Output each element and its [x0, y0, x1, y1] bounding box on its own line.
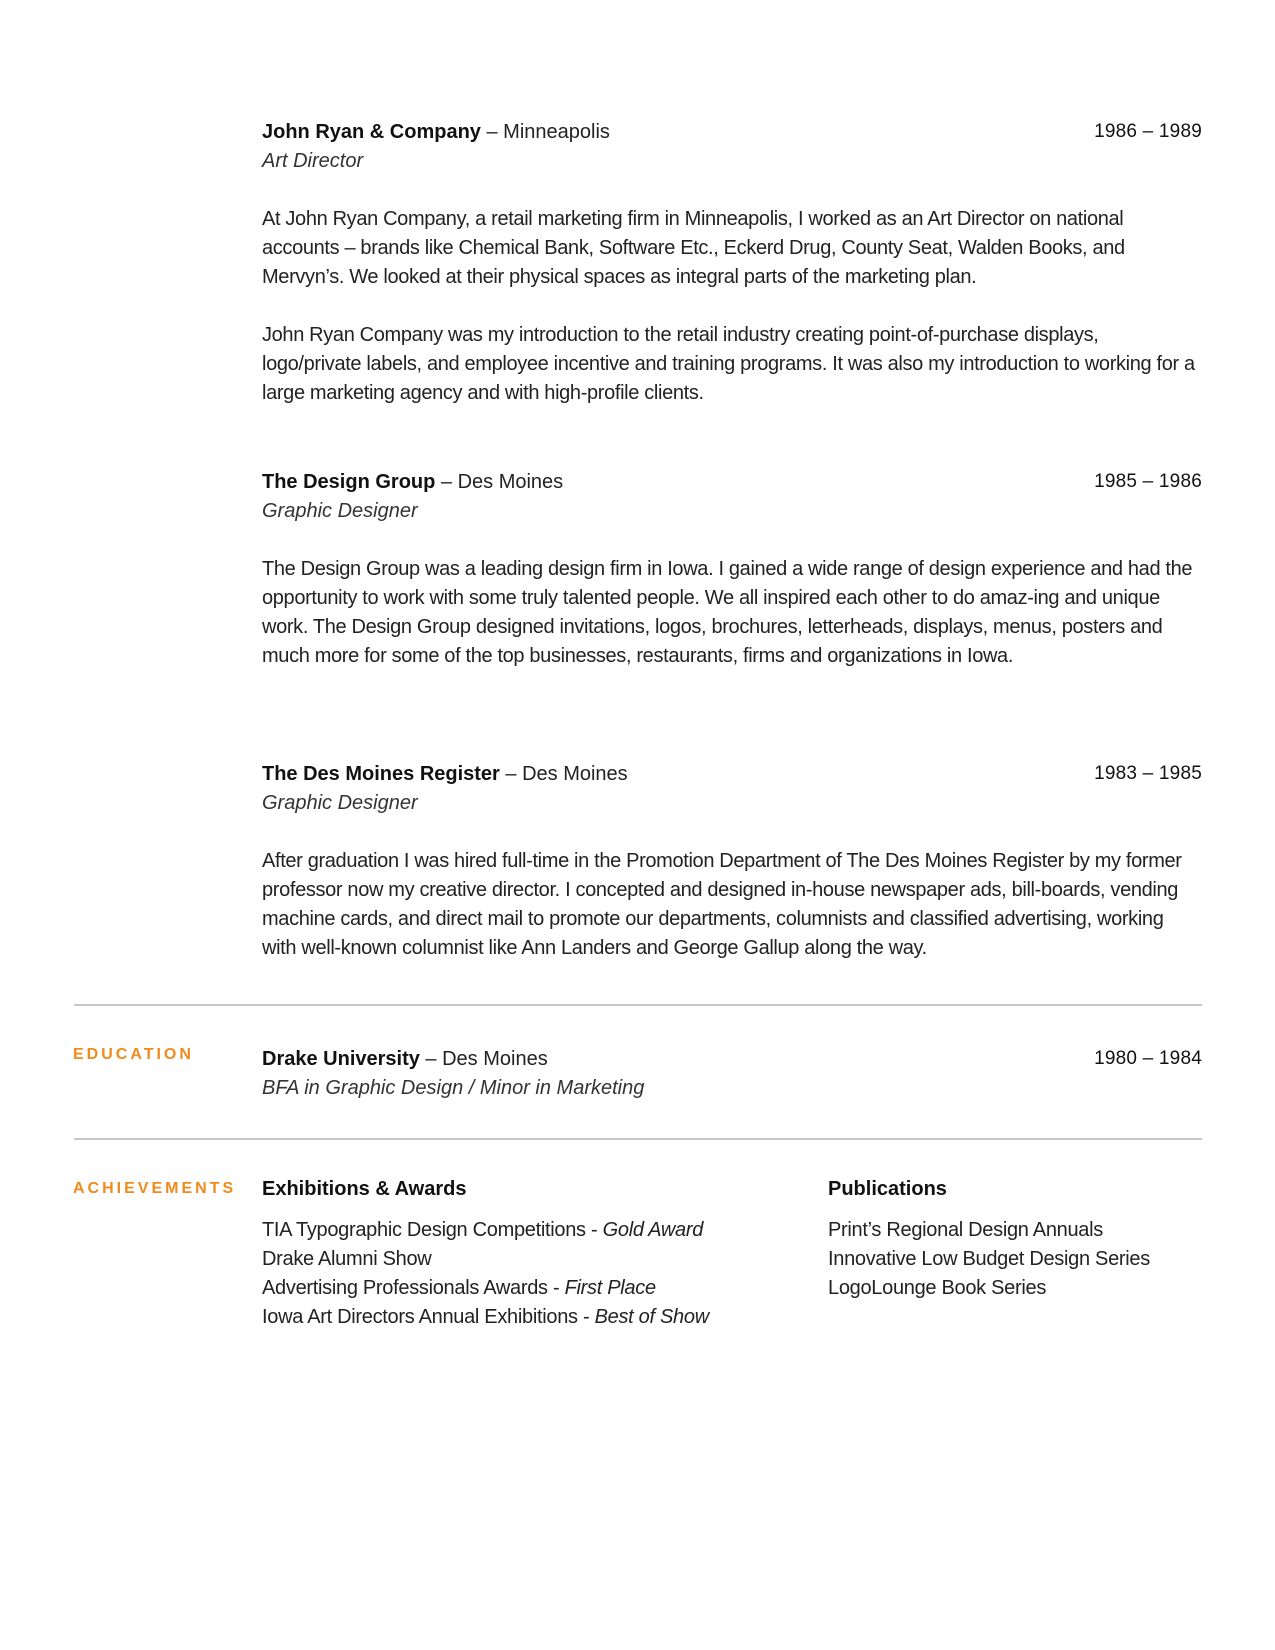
job-role: Graphic Designer	[262, 792, 418, 814]
job-description: At John Ryan Company, a retail marketing firm in Minneapolis, I worked as an Art Director on national accounts – brands like Chemical Bank, Software Etc., Eckerd Drug, County Seat, Walden Books, and Mervyn’s. We looked at their physical spaces as integral parts of the marketing plan.	[262, 208, 1125, 288]
publications-title: Publications	[828, 1178, 947, 1200]
degree: BFA in Graphic Design / Minor in Marketing	[262, 1077, 645, 1099]
job-description: After graduation I was hired full-time in the Promotion Department of The Des Moines Register by my former professor now my creative director. I concepted and designed in-house newspaper ads, bill-boards, vending machine cards, and direct mail to promote our departments, columnists and classified advertising, working with well-known columnist like Ann Landers and George Gallup along the way.	[262, 850, 1182, 959]
job-description: The Design Group was a leading design firm in Iowa. I gained a wide range of design experience and had the opportunity to work with some truly talented people. We all inspired each other to do amaz-ing and unique work. The Design Group designed invitations, logos, brochures, letterheads, displays, menus, posters and much more for some of the top businesses, restaurants, firms and organizations in Iowa.	[262, 558, 1193, 667]
award-item	[262, 1274, 802, 1303]
education-header	[262, 1044, 1202, 1074]
publication-item: LogoLounge Book Series	[828, 1277, 1047, 1299]
section-label-education: EDUCATION	[73, 1046, 194, 1063]
award-name: TIA Typographic Design Competitions -	[262, 1219, 603, 1241]
school-name: Drake University	[262, 1048, 420, 1070]
award-level: Best of Show	[594, 1306, 709, 1328]
exhibitions-title: Exhibitions & Awards	[262, 1178, 467, 1200]
company-name: The Des Moines Register	[262, 763, 500, 785]
job-role: Art Director	[262, 150, 364, 172]
exhibitions-awards-column	[262, 1175, 802, 1332]
job-header	[262, 467, 1202, 497]
job-entry-design-group	[262, 467, 1202, 671]
company-location: – Des Moines	[499, 763, 628, 785]
publication-item: Innovative Low Budget Design Series	[828, 1248, 1150, 1270]
award-level: Gold Award	[602, 1219, 704, 1241]
section-label-achievements: ACHIEVEMENTS	[73, 1180, 237, 1197]
section-divider	[74, 1004, 1202, 1006]
job-dates: 1986 – 1989	[1094, 121, 1202, 142]
award-level: First Place	[564, 1277, 656, 1299]
company-location: – Des Moines	[435, 471, 564, 493]
job-dates: 1985 – 1986	[1094, 471, 1202, 492]
award-item	[262, 1303, 802, 1332]
award-name: Iowa Art Directors Annual Exhibitions -	[262, 1306, 595, 1328]
education-entry	[262, 1044, 1202, 1103]
education-dates: 1980 – 1984	[1094, 1048, 1202, 1069]
job-entry-des-moines-register	[262, 759, 1202, 963]
job-header	[262, 117, 1202, 147]
job-role: Graphic Designer	[262, 500, 418, 522]
award-name: Advertising Professionals Awards -	[262, 1277, 565, 1299]
award-item	[262, 1245, 802, 1274]
award-item	[262, 1216, 802, 1245]
job-entry-john-ryan	[262, 117, 1202, 408]
publication-item: Print’s Regional Design Annuals	[828, 1219, 1103, 1241]
job-dates: 1983 – 1985	[1094, 763, 1202, 784]
company-name: The Design Group	[262, 471, 436, 493]
publications-column	[828, 1175, 1208, 1303]
job-description: John Ryan Company was my introduction to the retail industry creating point-of-purchase displays, logo/private labels, and employee incentive and training programs. It was also my introduction to working for a large marketing agency and with high-profile clients.	[262, 324, 1195, 404]
job-header	[262, 759, 1202, 789]
company-location: – Minneapolis	[480, 121, 610, 143]
company-name: John Ryan & Company	[262, 121, 481, 143]
school-location: – Des Moines	[419, 1048, 548, 1070]
section-divider	[74, 1138, 1202, 1140]
award-name: Drake Alumni Show	[262, 1248, 432, 1270]
